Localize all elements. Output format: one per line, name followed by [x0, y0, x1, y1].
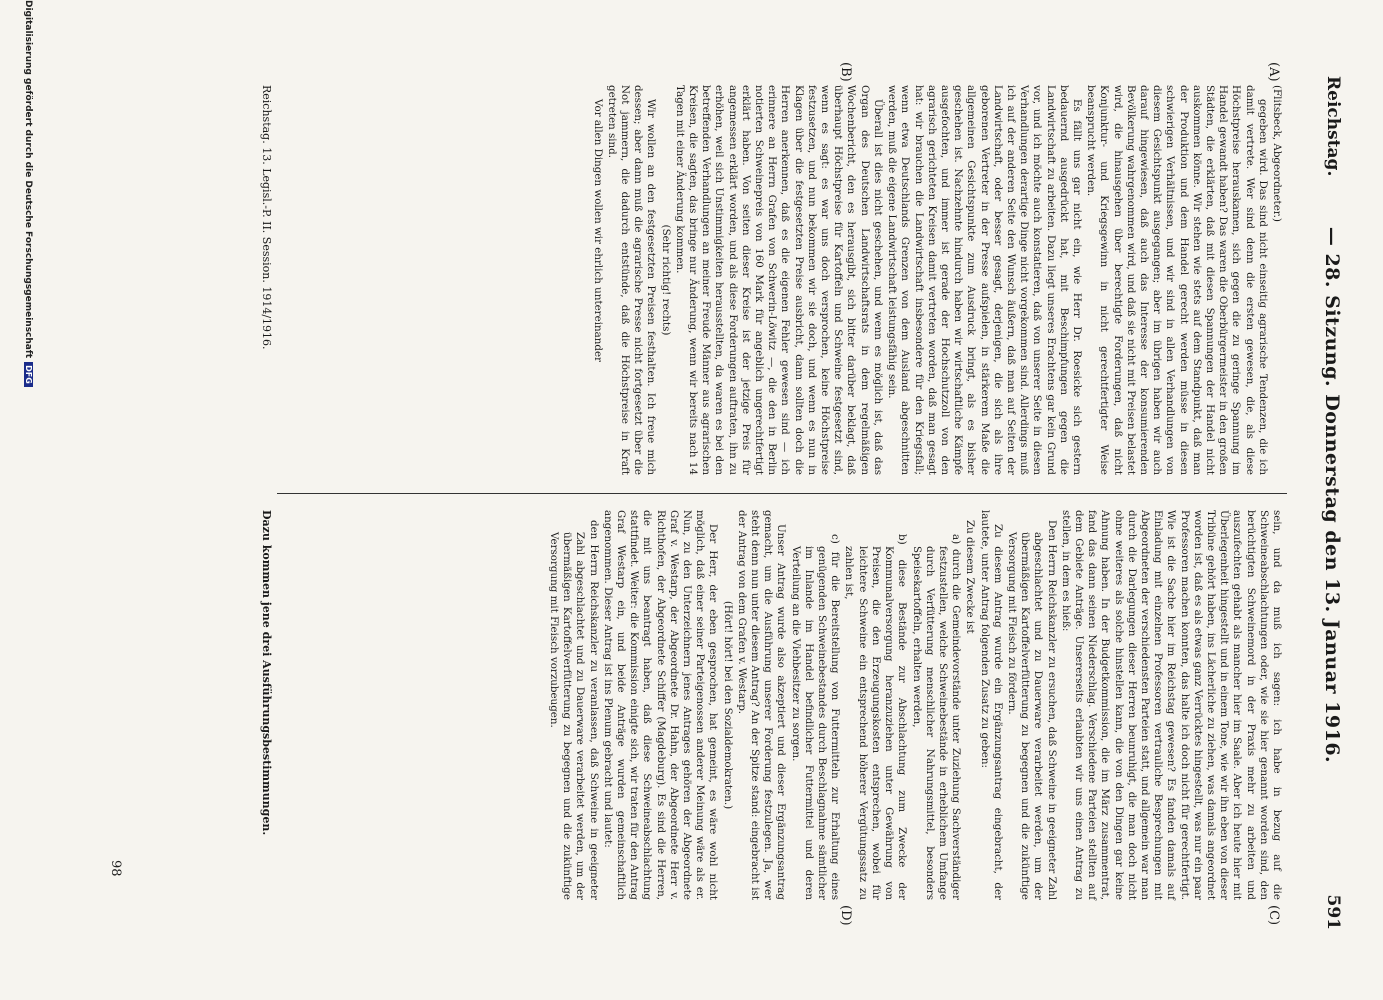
interjection: (Hört! hört! bei den Sozialdemokraten.): [721, 600, 734, 810]
quoted-motion: den Herrn Reichskanzler zu veranlassen, daß Schweine in geeigneter Zahl abgeschlachtet und zu Dauerware verarbeitet werden, um der übermäßigen Kartoffelverfütterung zu begegnen und die zukünftige Versorgung mit Fleisch vorzubeugen.: [548, 520, 600, 900]
credit-text: Digitalisierung gefördert durch die Deutsche Forschungsgemeinschaft: [23, 0, 33, 359]
left-paragraph: Vor allen Dingen wollen wir ehrlich untereinander: [591, 99, 604, 362]
margin-marker-b: (B): [838, 62, 853, 82]
margin-marker-a: (A): [1266, 62, 1281, 82]
running-header: [1309, 60, 1347, 930]
left-paragraph: gegeben wird. Das sind nicht einseitig agrarische Tendenzen, die ich damit vertrete. Wer sind denn die ersten gewesen, die, als diese Höchstpreise herauskamen, sich gegen die zu geringe Spannung im Handel gewandt haben? Das waren die Oberbürgermeister in den großen Städten, die erklärten, daß mit diesen Spannungen der Handel nicht auskommen könne. Wir stehen wie stets auf dem Standpunkt, daß man der Produktion und dem Handel gerecht werden müsse in diesen schwierigen Verhältnissen, und wir sind in allen Verhandlungen von diesem Gesichtspunkt ausgegangen; aber im übrigen haben wir auch darauf hingewiesen, daß auch das Interesse der konsumierenden Bevölkerung wahrgenommen wird, und daß sie nicht mit Preisen belastet wird, die hinausgehen über berechtigte Forderungen, daß nicht Konjunktur- und Kriegsgewinn in nicht gerechtfertigter Weise beansprucht werden.: [1085, 85, 1269, 475]
left-paragraph: Es fällt uns gar nicht ein, wie Herr Dr. Roesicke sich gestern bedauernd ausgedrückt hat, mit Beschimpfungen gegen die Landwirtschaft zu arbeiten. Dazu liegt unseres Erachtens gar kein Grund vor, und ich möchte auch konstatieren, daß von unserer Seite in diesen Verhandlungen derartige Dinge nicht vorgekommen sind. Allerdings muß ich auf der anderen Seite den Wunsch äußern, daß man auf Seiten der Landwirtschaft, oder besser gesagt, derjenigen, die sich als ihre geborenen Vertreter in der Presse aufspielen, in stärkerem Maße die allgemeinen Gesichtspunkte zum Ausdruck bringt, als es bisher geschehen ist. Nachzehnte hindurch haben wir wirtschaftliche Kämpfe ausgefochten, und immer ist gerade der Hochschutzzoll von den agrarisch gerichteten Kreisen damit vertreten worden, daß man gesagt hat: wir brauchen die Landwirtschaft insbesondere für den Kriegsfall; wenn etwa Deutschlands Grenzen von dem Ausland abgeschnitten werden, muß die eigene Landwirtschaft leistungsfähig sein.: [886, 85, 1083, 475]
signature-number: 98: [108, 860, 123, 877]
right-column: [546, 510, 1283, 900]
motion-item-c: c) für die Bereitstellung von Futtermitteln zur Erhaltung eines genügenden Schweinebestandes durch Beschlagnahme sämtlicher im Inlande im Handel befindlicher Futtermittel und deren Verteilung an die Viehbesitzer zu sorgen.: [789, 534, 842, 900]
margin-marker-c: (C): [1266, 905, 1281, 926]
left-paragraph: Überall ist dies nicht geschehen, und wenn es möglich ist, daß das Organ des Deutschen Landwirtschaftsrats in dem regelmäßigen Wochenbericht, den es herausgibt, sich bitter darüber beklagt, daß überhaupt Höchstpreise für Kartoffeln und Schweine festgesetzt sind, wenn es sagt: es war uns doch versprochen, keine Höchstpreise festzusetzen, und nun bekommen wir sie doch, und wenn es nun in Klagen über die festgesetzten Preise ausbricht, dann sollten doch die Herren anerkennen, daß es die eigenen Fehler gewesen sind — ich erinnere an Herrn Grafen von Schwerin-Löwitz —, die den in Berlin notierten Schweinepreis von 160 Mark für angeblich ungerechtfertigt erklärt haben. Von seiten dieser Kreise ist der jetzige Preis für angemessen erklärt worden, und als diese Forderungen auftraten, ihn zu erhöhen, weil sich Unstimmigkeiten herausstellten, da waren es bei den betreffenden Verhandlungen an meiner Freude Männer aus agrarischen Kreisen, die sagten, das bringe nur Änderung, wenn wir bereits nach 14 Tagen mit einer Änderung kommen.: [673, 85, 884, 475]
footer-closing-line: Dazu kommen jene drei Ausführungsbestimmungen.: [260, 510, 273, 836]
header-left: Reichstag.: [1323, 76, 1343, 177]
left-column: [589, 85, 1283, 475]
quoted-motion: Den Herrn Reichskanzler zu ersuchen, daß Schweine in geeigneter Zahl abgeschlachtet und zu Dauerware verarbeitet werden, um der übermäßigen Kartoffelverfütterung zu begegnen und die zukünftige Versorgung mit Fleisch zu fördern.: [1005, 520, 1058, 900]
footer-session-line: Reichstag. 13. Legisl.-P. II. Session. 1914/1916.: [260, 85, 273, 350]
column-divider: [277, 493, 1287, 494]
quoted-motion-intro: Zu diesem Zwecke ist: [964, 520, 977, 634]
header-center: — 28. Sitzung. Donnerstag den 13. Januar 1916.: [1321, 226, 1343, 764]
margin-marker-d: (D): [838, 905, 853, 926]
digitization-credit: [23, 0, 33, 1000]
right-paragraph: Zu diesem Antrag wurde ein Ergänzungsantrag eingebracht, der lautete, unter Antrag folgenden Zusatz zu geben:: [978, 510, 1004, 900]
interjection: (Sehr richtig! rechts): [659, 224, 672, 336]
header-page-number: 591: [1323, 894, 1343, 930]
right-paragraph: Unser Antrag wurde also akzeptiert und dieser Ergänzungsantrag gemacht, um die Ausführung unserer Forderung festzulegen. Ja, wer steht denn nun unter diesem Antrag? An der Spitze stand: eingebracht ist der Antrag von dem Grafen v. Westarp.: [735, 510, 788, 900]
speaker-line: (Flitsbeck, Abgeordneter.): [1271, 85, 1283, 222]
motion-item-a: a) durch die Gemeindevorstände unter Zuziehung Sachverständiger festzustellen, welche Schweinebestände in erheblichem Umfange durch Verfütterung menschlicher Nahrungsmittel, besonders Speisekartoffeln, erhalten werden,: [910, 534, 963, 900]
motion-item-b: b) diese Bestände zur Abschlachtung zum Zwecke der Kommunalversorgung heranzuziehen unter Gewährung von Preisen, die den Erzeugungskosten entsprechen, wobei für leichtere Schweine ein entsprechend höherer Vergütungssatz zu zahlen ist,: [843, 534, 909, 900]
dfg-logo: DFG: [24, 362, 33, 387]
right-paragraph: sein, und da muß ich sagen: ich habe in bezug auf die Schweineabschlachtungen oder, wie sie hier genannt worden sind, den berüchtigten Schweinemord in der Praxis mehr zu arbeiten und auszufechten gehabt als mancher hier im Saale. Aber ich heute hier mit Überlegenheit hingestellt und in einem Tone, wie wir ihn eben von dieser Tribüne gehört haben, ins Lächerliche zu ziehen, was damals angeordnet worden ist, daß es als etwas ganz Verrücktes hingestellt, was nur ein paar Professoren machen konnten, das halte ich doch nicht für gerechtfertigt. Wie ist die Sache hier im Reichstag gewesen? Es fanden damals auf Einladung mit einzelnen Professoren vertrauliche Besprechungen mit Abgeordneten der verschiedensten Parteien statt, und allgemein war man durch die Darlegungen dieser Herren beunruhigt, die man doch nicht ohne weiteres als solche hinstellen kann, die von den Dingen gar keine Ahnung haben. In der Budgetkommission, die im März zusammentrat, fand das dann seinen Niederschlag. Verschiedene Parteien stellten auf dem Gebiete Anträge. Unsererseits erlaubten wir uns einen Antrag zu stellen, in dem es hieß:: [1059, 510, 1283, 900]
left-paragraph: Wir wollen an den festgesetzten Preisen festhalten. Ich freue mich dessen; aber dann muß die agrarische Presse nicht fortgesetzt über die Not jammern, die dadurch entstünde, daß die Höchstpreise in Kraft getreten sind.: [605, 85, 658, 475]
right-paragraph: Der Herr, der eben gesprochen, hat gemeint, es wäre wohl nicht möglich, daß einer seiner Parteigenossen anderer Meinung wäre als er. Nun, zu den Unterzeichnern jenes Antrages gehören der Abgeordnete Graf v. Westarp, der Abgeordnete Dr. Hahn, der Abgeordnete Herr v. Richthofen, der Abgeordnete Schiffer (Magdeburg). Es sind die Herren, die mit uns beantragt haben, daß diese Schweineabschlachtung stattfindet. Weiter: die Kommission einigte sich, wir traten für den Antrag Graf Westarp ein, und beide Anträge wurden gemeinschaftlich angenommen. Dieser Antrag ist ins Plenum gebracht und lautet:: [601, 510, 720, 900]
